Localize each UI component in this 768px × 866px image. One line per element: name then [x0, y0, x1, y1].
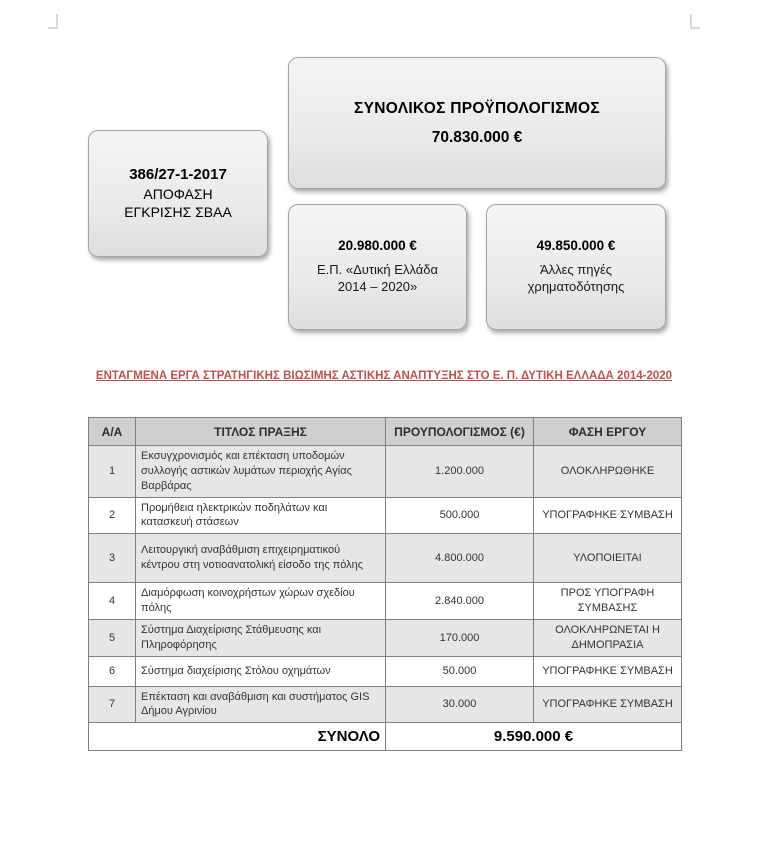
column-header-budget: ΠΡΟΥΠΟΛΟΓΙΣΜΟΣ (€) [386, 418, 534, 446]
project-title: Εκσυγχρονισμός και επέκταση υποδομών συλλογής αστικών λυμάτων περιοχής Αγίας Βαρβάρας [136, 446, 386, 498]
project-phase: ΟΛΟΚΛΗΡΩΝΕΤΑΙ Η ΔΗΜΟΠΡΑΣΙΑ [534, 619, 682, 656]
page-corner-mark-right-icon [690, 14, 700, 29]
decision-line-3: ΕΓΚΡΙΣΗΣ ΣΒΑΑ [124, 203, 232, 220]
project-budget: 30.000 [386, 686, 534, 723]
projects-table [88, 417, 682, 751]
other-funding-line-1: Άλλες πηγές [539, 262, 613, 278]
table-row [89, 686, 682, 723]
row-number: 6 [89, 656, 136, 686]
ep-funding-line-2: 2014 – 2020» [337, 278, 418, 294]
other-funding-amount: 49.850.000 € [536, 238, 616, 254]
project-title: Σύστημα Διαχείρισης Στάθμευσης και Πληροφόρησης [136, 619, 386, 656]
project-budget: 170.000 [386, 619, 534, 656]
ep-funding-amount: 20.980.000 € [338, 238, 417, 254]
project-budget: 500.000 [386, 497, 534, 534]
decision-number: 386/27-1-2017 [129, 165, 227, 183]
project-phase: ΥΛΟΠΟΙΕΙΤΑΙ [534, 534, 682, 583]
row-number: 4 [89, 583, 136, 620]
other-funding-box [486, 204, 666, 330]
other-funding-line-2: χρηματοδότησης [527, 278, 625, 294]
project-budget: 1.200.000 [386, 446, 534, 498]
table-total-row [89, 723, 682, 751]
ep-funding-box [288, 204, 467, 330]
table-row [89, 656, 682, 686]
project-budget: 4.800.000 [386, 534, 534, 583]
project-budget: 50.000 [386, 656, 534, 686]
ep-funding-line-1: Ε.Π. «Δυτική Ελλάδα [316, 262, 439, 278]
page-corner-mark-left-icon [48, 14, 58, 29]
project-title: Διαμόρφωση κοινοχρήστων χώρων σχεδίου πόλης [136, 583, 386, 620]
table-row [89, 446, 682, 498]
project-phase: ΥΠΟΓΡΑΦΗΚΕ ΣΥΜΒΑΣΗ [534, 656, 682, 686]
table-row [89, 497, 682, 534]
total-value: 9.590.000 € [386, 723, 682, 751]
decision-line-2: ΑΠΟΦΑΣΗ [143, 186, 213, 203]
table-header-row [89, 418, 682, 446]
row-number: 5 [89, 619, 136, 656]
table-row [89, 583, 682, 620]
row-number: 2 [89, 497, 136, 534]
project-title: Λειτουργική αναβάθμιση επιχειρηματικού κέντρου στη νοτιοανατολική είσοδο της πόλης [136, 534, 386, 583]
total-budget-amount: 70.830.000 € [431, 129, 523, 146]
column-header-title: ΤΙΤΛΟΣ ΠΡΑΞΗΣ [136, 418, 386, 446]
table-row [89, 534, 682, 583]
project-phase: ΠΡΟΣ ΥΠΟΓΡΑΦΗ ΣΥΜΒΑΣΗΣ [534, 583, 682, 620]
column-header-phase: ΦΑΣΗ ΕΡΓΟΥ [534, 418, 682, 446]
project-phase: ΥΠΟΓΡΑΦΗΚΕ ΣΥΜΒΑΣΗ [534, 497, 682, 534]
total-budget-title: ΣΥΝΟΛΙΚΟΣ ΠΡΟΫΠΟΛΟΓΙΣΜΟΣ [354, 99, 600, 117]
project-budget: 2.840.000 [386, 583, 534, 620]
section-title: ΕΝΤΑΓΜΕΝΑ ΕΡΓΑ ΣΤΡΑΤΗΓΙΚΗΣ ΒΙΩΣΙΜΗΣ ΑΣΤΙΚΗΣ ΑΝΑΠΤΥΞΗΣ ΣΤΟ Ε. Π. ΔΥΤΙΚΗ ΕΛΛΑΔΑ 2014-2020 [95, 370, 673, 382]
project-phase: ΟΛΟΚΛΗΡΩΘΗΚΕ [534, 446, 682, 498]
total-label: ΣΥΝΟΛΟ [89, 723, 386, 751]
row-number: 3 [89, 534, 136, 583]
project-title: Σύστημα διαχείρισης Στόλου οχημάτων [136, 656, 386, 686]
row-number: 1 [89, 446, 136, 498]
project-title: Επέκταση και αναβάθμιση και συστήματος GIS Δήμου Αγρινίου [136, 686, 386, 723]
total-budget-box [288, 57, 666, 189]
approval-decision-box [88, 130, 268, 257]
table-row [89, 619, 682, 656]
project-title: Προμήθεια ηλεκτρικών ποδηλάτων και κατασκευή στάσεων [136, 497, 386, 534]
row-number: 7 [89, 686, 136, 723]
project-phase: ΥΠΟΓΡΑΦΗΚΕ ΣΥΜΒΑΣΗ [534, 686, 682, 723]
column-header-aa: Α/Α [89, 418, 136, 446]
